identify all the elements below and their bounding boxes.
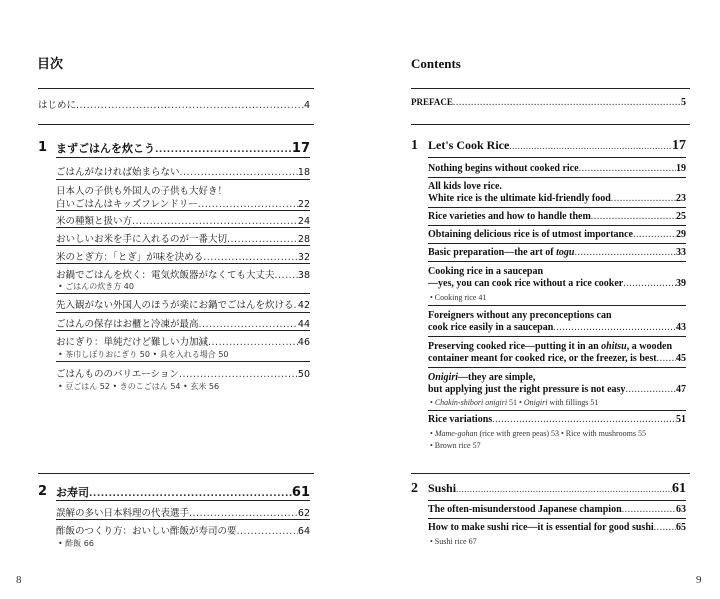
sub-entry-italic: Chakin-shibori onigiri <box>434 398 508 407</box>
sub-entry-italic: Mame-gohan <box>434 429 478 438</box>
divider <box>428 157 686 158</box>
entry-title: The often-misunderstood Japanese champion <box>428 504 622 515</box>
toc-chapter-2[interactable] <box>428 481 686 497</box>
entry-title: ごはんがなければ始まらない <box>56 167 180 178</box>
toc-entry[interactable] <box>428 163 686 174</box>
chapter-number: 2 <box>38 484 48 499</box>
divider <box>428 500 686 501</box>
toc-entry[interactable] <box>56 213 310 227</box>
leader-dots <box>553 322 676 333</box>
entry-title: How to make sushi rice—it is essential for good sushi <box>428 522 654 533</box>
sub-entry[interactable]: • Brown rice 57 <box>430 441 481 450</box>
chapter-page: 17 <box>291 141 310 156</box>
toc-entry[interactable] <box>428 522 686 533</box>
toc-entry[interactable] <box>56 505 310 519</box>
sub-entry-text: with fillings 51 <box>547 398 599 407</box>
entry-title: おにぎり：単純だけど難しい力加減 <box>56 337 209 348</box>
leader-dots <box>76 100 304 111</box>
toc-entry[interactable] <box>428 193 686 204</box>
entry-title: —they are simple, <box>458 372 536 383</box>
divider <box>428 177 686 178</box>
divider <box>411 88 690 89</box>
divider <box>56 179 310 180</box>
entry-title: Rice varieties and how to handle them <box>428 211 591 222</box>
entry-page: 24 <box>297 216 310 227</box>
entry-page: 28 <box>297 234 310 245</box>
toc-entry[interactable] <box>56 164 310 178</box>
divider <box>428 518 686 519</box>
divider <box>428 410 686 411</box>
toc-entry-line[interactable] <box>428 340 672 353</box>
entry-page: 65 <box>676 522 686 533</box>
entry-title: Basic preparation—the art of <box>428 247 557 258</box>
entry-title: はじめに <box>38 100 77 111</box>
entry-page: 22 <box>297 199 310 210</box>
chapter-title: まずごはんを炊こう <box>56 142 155 155</box>
leader-dots <box>623 278 676 289</box>
toc-chapter-1[interactable] <box>56 140 310 156</box>
toc-entry-line[interactable]: All kids love rice. <box>428 181 502 192</box>
entry-page: 25 <box>676 211 686 222</box>
leader-dots <box>199 319 298 330</box>
entry-title-italic: ohitsu <box>601 341 627 352</box>
leader-dots <box>579 163 676 174</box>
divider <box>56 293 310 294</box>
leader-dots <box>611 193 676 204</box>
sub-entry[interactable]: • Mame-gohan (rice with green peas) 53 • Rice with mushrooms 55 <box>430 429 647 438</box>
toc-entry[interactable] <box>428 384 686 395</box>
entry-title: ごはんの保存はお櫃と冷凍が最高 <box>56 319 199 330</box>
entry-title: cook rice easily in a saucepan <box>428 322 554 333</box>
leader-dots <box>633 229 676 240</box>
divider <box>56 361 310 362</box>
entry-title: 米のとぎ方：「とぎ」が味を決める <box>56 252 204 263</box>
page-number: 8 <box>16 574 22 586</box>
entry-title: but applying just the right pressure is not easy <box>428 384 626 395</box>
leader-dots <box>155 145 292 155</box>
sub-entry-text: 51 • <box>507 398 524 407</box>
leader-dots <box>208 337 298 348</box>
entry-title: Obtaining delicious rice is of utmost importance <box>428 229 633 240</box>
leader-dots <box>203 252 298 263</box>
entry-title: container meant for cooked rice, or the freezer, is best <box>428 353 657 364</box>
toc-entry[interactable] <box>56 297 310 311</box>
divider <box>411 473 690 474</box>
entry-page: 64 <box>297 526 310 537</box>
chapter-page: 17 <box>672 138 686 153</box>
entry-page: 5 <box>681 97 686 108</box>
divider <box>428 336 686 337</box>
entry-title: おいしいお米を手に入れるのが一番大切 <box>56 234 228 245</box>
toc-entry[interactable] <box>428 247 686 258</box>
sub-entry[interactable]: • Chakin-shibori onigiri 51 • Onigiri with fillings 51 <box>430 398 599 407</box>
leader-dots <box>591 211 676 222</box>
leader-dots <box>456 484 672 494</box>
divider <box>411 124 690 125</box>
divider <box>56 210 310 211</box>
divider <box>56 157 310 158</box>
chapter-title: Sushi <box>428 481 457 495</box>
entry-title-italic: Onigiri <box>428 372 459 383</box>
leader-dots <box>198 199 298 210</box>
entry-title: —yes, you can cook rice without a rice cooker <box>428 278 624 289</box>
toc-entry-line[interactable] <box>428 371 535 384</box>
chapter-number: 1 <box>411 138 418 153</box>
divider <box>38 88 314 89</box>
toc-chapter-2[interactable] <box>56 484 310 500</box>
right-page <box>360 0 720 599</box>
toc-heading-en: Contents <box>411 56 461 71</box>
sub-entry[interactable]: • 酢飯 66 <box>58 539 94 548</box>
toc-entry-line[interactable]: Foreigners without any preconceptions can <box>428 310 612 321</box>
divider <box>428 225 686 226</box>
entry-title: 酢飯のつくり方：おいしい酢飯が寿司の要 <box>56 526 237 537</box>
toc-entry[interactable] <box>56 334 310 348</box>
leader-dots <box>453 97 681 108</box>
entry-page: 63 <box>676 504 686 515</box>
toc-heading-ja: 目次 <box>37 57 64 72</box>
sub-entry[interactable]: • Sushi rice 67 <box>430 537 477 546</box>
entry-page: 44 <box>297 319 310 330</box>
divider <box>56 312 310 313</box>
divider <box>428 207 686 208</box>
divider <box>56 263 310 264</box>
chapter-number: 2 <box>411 481 418 496</box>
sub-entry[interactable]: • 豆ごはん 52 • きのこごはん 54 • 玄米 56 <box>58 382 220 391</box>
entry-page: 50 <box>297 369 310 380</box>
toc-entry[interactable] <box>56 267 310 281</box>
divider <box>56 330 310 331</box>
entry-title: お鍋でごはんを炊く：電気炊飯器がなくても大丈夫 <box>56 270 275 281</box>
sub-entry[interactable]: • 茶巾しぼりおにぎり 50 • 具を入れる場合 50 <box>58 350 229 359</box>
divider <box>56 519 310 520</box>
leader-dots <box>227 234 298 245</box>
chapter-page: 61 <box>291 485 310 500</box>
entry-title: Nothing begins without cooked rice <box>428 163 579 174</box>
entry-page: 4 <box>303 100 310 111</box>
toc-entry[interactable] <box>428 353 686 364</box>
entry-page: 47 <box>676 384 686 395</box>
divider <box>38 124 314 125</box>
entry-page: 18 <box>297 167 310 178</box>
entry-title: Preserving cooked rice—putting it in an <box>428 341 602 352</box>
divider <box>428 367 686 368</box>
sub-entry[interactable]: • Cooking rice 41 <box>430 293 487 302</box>
chapter-title: Let's Cook Rice <box>428 138 510 152</box>
entry-title: Rice variations <box>428 414 493 425</box>
leader-dots <box>89 489 292 499</box>
entry-title: PREFACE <box>411 97 453 107</box>
leader-dots <box>657 353 676 364</box>
toc-entry[interactable] <box>428 322 686 333</box>
toc-entry[interactable] <box>56 196 310 210</box>
sub-entry-text: (rice with green peas) 53 • Rice with mushrooms 55 <box>477 429 647 438</box>
page-number: 9 <box>696 574 702 586</box>
toc-entry[interactable] <box>56 249 310 263</box>
entry-page: 43 <box>676 322 686 333</box>
entry-page: 62 <box>297 508 310 519</box>
entry-title: White rice is the ultimate kid-friendly food <box>428 193 611 204</box>
leader-dots <box>509 141 672 151</box>
toc-chapter-1[interactable] <box>428 138 686 154</box>
toc-entry-line[interactable] <box>56 183 310 197</box>
toc-entry-line[interactable]: Cooking rice in a saucepan <box>428 266 544 277</box>
leader-dots <box>622 504 676 515</box>
chapter-number: 1 <box>38 140 48 155</box>
divider <box>56 227 310 228</box>
toc-entry[interactable] <box>56 366 310 380</box>
entry-title: 先入観がない外国人のほうが楽にお鍋でごはんを炊ける <box>56 300 294 311</box>
entry-page: 33 <box>676 247 686 258</box>
entry-title: , a wooden <box>626 341 673 352</box>
leader-dots <box>237 526 298 537</box>
leader-dots <box>492 414 676 425</box>
toc-entry[interactable] <box>428 211 686 222</box>
entry-title-italic: togu <box>556 247 575 258</box>
entry-title: ごはんもののバリエーション <box>56 369 179 380</box>
entry-title: 誤解の多い日本料理の代表選手 <box>56 508 190 519</box>
toc-entry[interactable] <box>428 414 686 425</box>
divider <box>56 245 310 246</box>
toc-entry[interactable] <box>56 523 310 537</box>
leader-dots <box>654 522 676 533</box>
entry-title: 米の種類と扱い方 <box>56 216 133 227</box>
entry-page: 29 <box>676 229 686 240</box>
entry-title: 白いごはんはキッズフレンドリー <box>56 199 198 210</box>
leader-dots <box>275 270 298 281</box>
entry-page: 23 <box>676 193 686 204</box>
divider <box>428 305 686 306</box>
chapter-title: お寿司 <box>56 486 89 499</box>
divider <box>428 261 686 262</box>
entry-page: 46 <box>297 337 310 348</box>
toc-entry[interactable] <box>428 229 686 240</box>
entry-page: 39 <box>676 278 686 289</box>
divider <box>56 500 310 501</box>
toc-entry-preface[interactable] <box>411 97 686 108</box>
chapter-page: 61 <box>672 481 686 496</box>
entry-title: 日本人の子供も外国人の子供も大好き！ <box>56 186 228 197</box>
toc-entry[interactable] <box>428 504 686 515</box>
leader-dots <box>132 216 298 227</box>
toc-entry[interactable] <box>56 231 310 245</box>
entry-page: 32 <box>297 252 310 263</box>
sub-entry[interactable]: • ごはんの炊き方 40 <box>58 282 134 291</box>
leader-dots <box>180 167 298 178</box>
leader-dots <box>574 247 676 258</box>
leader-dots <box>189 508 298 519</box>
divider <box>428 243 686 244</box>
divider <box>38 473 314 474</box>
leader-dots <box>625 384 676 395</box>
entry-page: 45 <box>676 353 686 364</box>
toc-entry-preface[interactable] <box>38 97 310 111</box>
entry-page: 19 <box>676 163 686 174</box>
toc-entry[interactable] <box>56 316 310 330</box>
sub-entry-italic: Onigiri <box>523 398 548 407</box>
entry-page: 38 <box>297 270 310 281</box>
leader-dots <box>179 369 298 380</box>
entry-page: 51 <box>676 414 686 425</box>
entry-page: 42 <box>297 300 310 311</box>
toc-entry[interactable] <box>428 278 686 289</box>
